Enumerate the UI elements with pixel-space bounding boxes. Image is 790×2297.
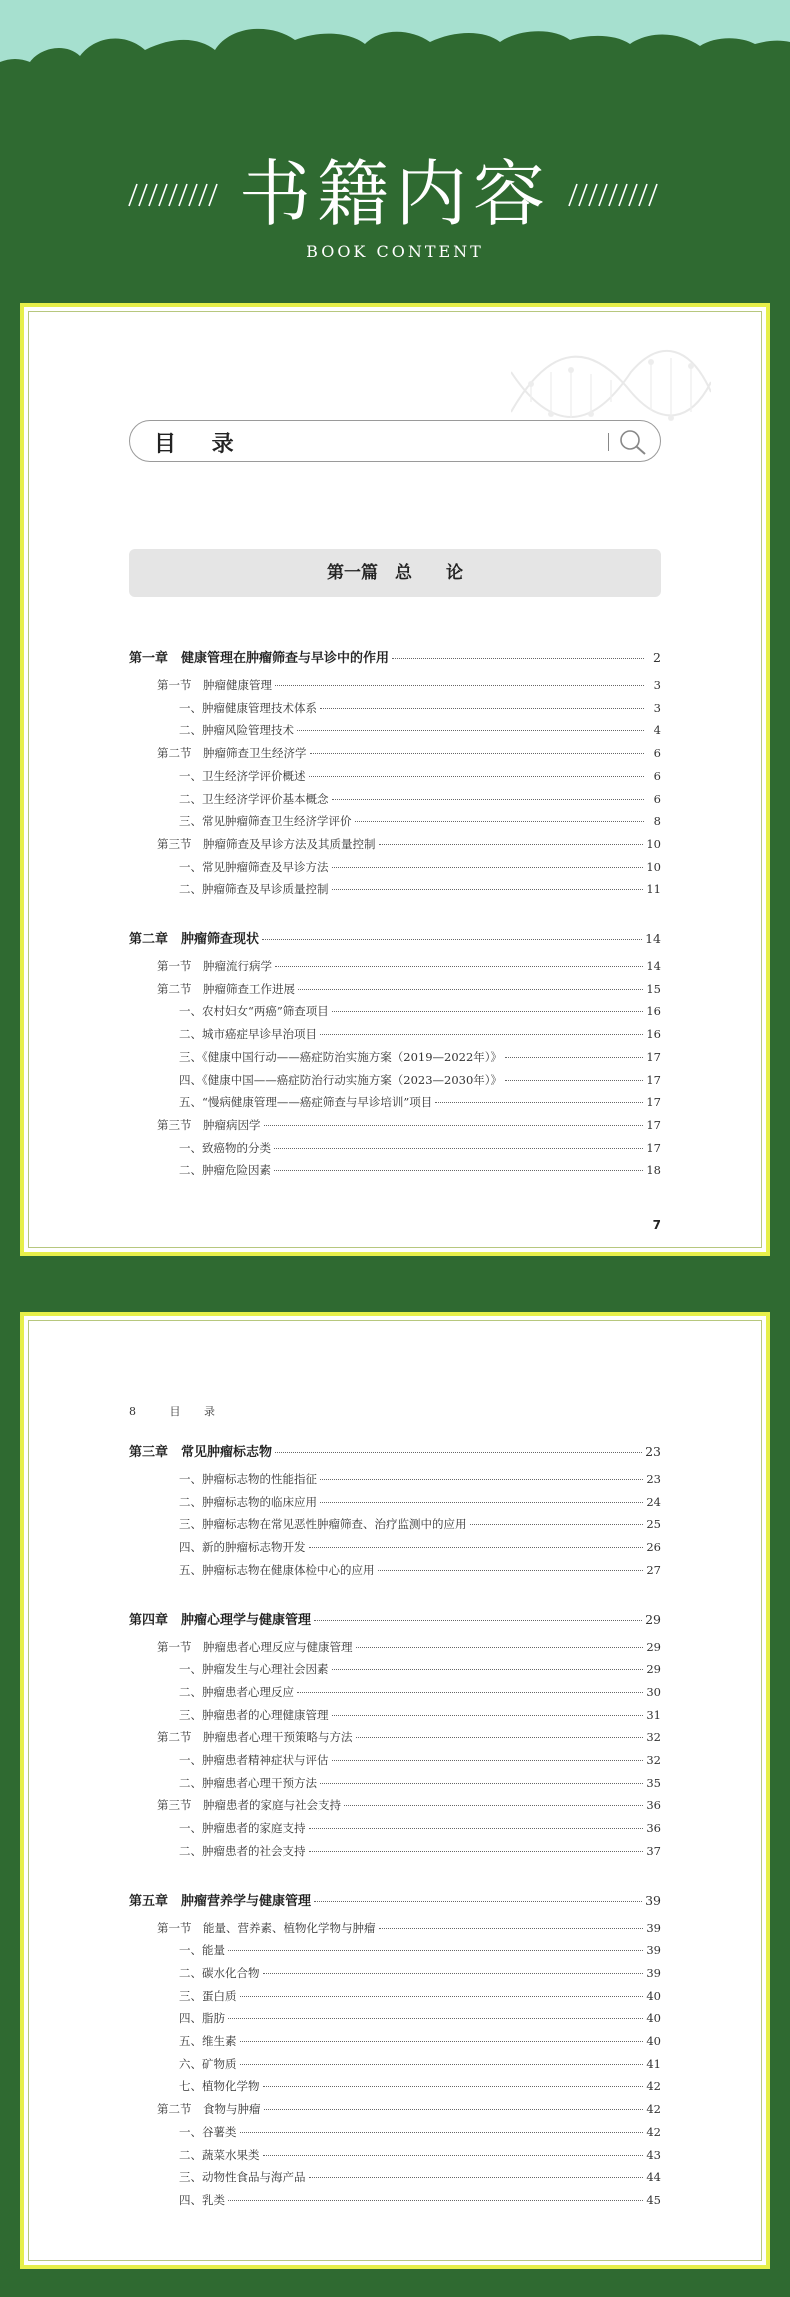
running-head-title: 目 录 — [169, 1405, 225, 1418]
toc-entry-label: 第一章 健康管理在肿瘤筛查与早诊中的作用 — [129, 651, 390, 666]
toc-section[interactable] — [157, 745, 661, 765]
toc-entry-page: 16 — [646, 1027, 661, 1042]
toc-section[interactable] — [157, 1117, 661, 1137]
toc-entry-label: 第五章 肿瘤营养学与健康管理 — [129, 1893, 312, 1909]
toc-item[interactable] — [179, 2010, 661, 2030]
toc-entry-label: 三、常见肿瘤筛查卫生经济学评价 — [179, 814, 352, 829]
leader-dots — [356, 1737, 644, 1738]
leader-dots — [320, 1479, 643, 1480]
leader-dots — [332, 799, 645, 800]
toc-page-1-inner — [28, 311, 762, 1248]
leader-dots — [240, 2064, 644, 2065]
toc-entry-label: 七、植物化学物 — [179, 2079, 260, 2094]
toc-item[interactable] — [179, 2169, 661, 2189]
toc-entry-page: 35 — [646, 1775, 661, 1790]
leader-dots — [228, 2200, 643, 2201]
toc-entry-page: 17 — [646, 1049, 661, 1064]
toc-entry-label: 第三节 肿瘤患者的家庭与社会支持 — [157, 1798, 341, 1813]
toc-entry-label: 三、肿瘤患者的心理健康管理 — [179, 1707, 329, 1722]
leader-dots — [274, 1170, 643, 1171]
leader-dots — [378, 1570, 644, 1571]
toc-entry-page: 29 — [646, 1662, 661, 1677]
toc-entry-page: 17 — [646, 1140, 661, 1155]
toc-entry-label: 二、肿瘤危险因素 — [179, 1163, 271, 1178]
leader-dots — [505, 1057, 643, 1058]
toc-item[interactable] — [179, 722, 661, 742]
toc-entry-page: 11 — [646, 882, 661, 897]
toc-entry-label: 第三章 常见肿瘤标志物 — [129, 1445, 273, 1460]
toc-item[interactable] — [179, 1049, 661, 1069]
toc-entry-page: 39 — [646, 1943, 661, 1958]
leader-dots — [309, 2177, 644, 2178]
leader-dots — [240, 1996, 644, 1997]
toc-entry-label: 二、碳水化合物 — [179, 1965, 260, 1980]
toc-section[interactable] — [157, 1639, 661, 1659]
toc-entry-label: 第二节 肿瘤筛查工作进展 — [157, 981, 295, 996]
toc-chapter[interactable] — [129, 647, 661, 667]
leader-dots — [263, 2086, 644, 2087]
toc-entry-page: 3 — [653, 678, 661, 692]
toc-entry-page: 39 — [646, 1920, 661, 1935]
toc-item[interactable] — [179, 813, 661, 833]
toc-item[interactable] — [179, 1775, 661, 1795]
toc-entry-label: 一、肿瘤发生与心理社会因素 — [179, 1662, 329, 1677]
leader-dots — [298, 989, 643, 990]
toc-entry-page: 42 — [646, 2079, 661, 2094]
toc-item[interactable] — [179, 1516, 661, 1536]
leader-dots — [344, 1805, 643, 1806]
toc-entry-label: 二、肿瘤患者的社会支持 — [179, 1843, 306, 1858]
toc-item[interactable] — [179, 1942, 661, 1962]
toc-entry-page: 17 — [646, 1117, 661, 1132]
toc-entry-page: 36 — [646, 1798, 661, 1813]
toc-entry-label: 一、常见肿瘤筛查及早诊方法 — [179, 859, 329, 874]
leader-dots — [297, 1692, 643, 1693]
toc-entry-page: 40 — [646, 2011, 661, 2026]
toc-item[interactable] — [179, 1026, 661, 1046]
toc-entry-page: 10 — [646, 859, 661, 874]
toc-entry-label: 一、能量 — [179, 1943, 225, 1958]
toc-section[interactable] — [157, 1797, 661, 1817]
toc-chapter[interactable] — [129, 1441, 661, 1461]
leader-dots — [310, 753, 645, 754]
toc-entry-page: 32 — [646, 1753, 661, 1767]
toc-item[interactable] — [179, 881, 661, 901]
leader-dots — [309, 1851, 644, 1852]
toc-entry-label: 第二节 食物与肿瘤 — [157, 2102, 261, 2117]
toc-entry-label: 第三节 肿瘤筛查及早诊方法及其质量控制 — [157, 836, 376, 851]
leader-dots — [314, 1901, 642, 1902]
toc-entry-page: 41 — [646, 2056, 661, 2071]
leader-dots — [263, 2155, 644, 2156]
toc-item[interactable] — [179, 1562, 661, 1582]
toc-item[interactable] — [179, 1539, 661, 1559]
leader-dots — [320, 1783, 643, 1784]
leader-dots — [275, 685, 644, 686]
leader-dots — [240, 2132, 644, 2133]
toc-entry-label: 二、城市癌症早诊早治项目 — [179, 1027, 317, 1042]
toc-entry-label: 一、卫生经济学评价概述 — [179, 768, 306, 783]
toc-entry-page: 17 — [646, 1095, 661, 1110]
section-header — [0, 150, 790, 270]
toc-section[interactable] — [157, 1920, 661, 1940]
toc-entry-label: 四、乳类 — [179, 2192, 225, 2207]
toc-item[interactable] — [179, 859, 661, 879]
toc-entry-label: 一、农村妇女“两癌”筛查项目 — [179, 1004, 329, 1019]
toc-entry-page: 40 — [646, 2034, 661, 2048]
toc-entry-label: 四、《健康中国——癌症防治行动实施方案（2023—2030年）》 — [179, 1072, 503, 1087]
toc-entry-page: 17 — [646, 1072, 661, 1087]
toc-section[interactable] — [157, 836, 661, 856]
toc-entry-page: 18 — [646, 1163, 661, 1178]
toc-entry-label: 二、肿瘤标志物的临床应用 — [179, 1494, 317, 1509]
toc-entry-label: 三、《健康中国行动——癌症防治实施方案（2019—2022年）》 — [179, 1049, 503, 1064]
toc-entry-page: 4 — [653, 723, 661, 738]
toc-list-1 — [129, 312, 687, 1248]
top-wave-band — [0, 0, 790, 80]
leader-dots — [309, 1547, 644, 1548]
toc-entry-label: 四、脂肪 — [179, 2011, 225, 2026]
toc-item[interactable] — [179, 1843, 661, 1863]
toc-item[interactable] — [179, 791, 661, 811]
toc-item[interactable] — [179, 1965, 661, 1985]
toc-entry-label: 二、肿瘤患者心理干预方法 — [179, 1775, 317, 1790]
toc-entry-page: 23 — [646, 1472, 661, 1486]
toc-entry-page: 14 — [645, 931, 661, 946]
toc-entry-page: 23 — [645, 1444, 661, 1459]
toc-entry-page: 27 — [646, 1562, 661, 1577]
toc-item[interactable] — [179, 1094, 661, 1114]
toc-entry-page: 2 — [653, 650, 661, 665]
leader-dots — [379, 844, 644, 845]
toc-entry-page: 8 — [653, 814, 661, 829]
toc-item[interactable] — [179, 1661, 661, 1681]
toc-item[interactable] — [179, 1072, 661, 1092]
toc-entry-label: 第一节 肿瘤患者心理反应与健康管理 — [157, 1639, 353, 1654]
toc-entry-label: 二、肿瘤患者心理反应 — [179, 1684, 294, 1699]
toc-entry-label: 二、肿瘤风险管理技术 — [179, 723, 294, 738]
leader-dots — [275, 1452, 642, 1453]
toc-title: 目 录 — [154, 432, 248, 457]
toc-item[interactable] — [179, 768, 661, 788]
toc-entry-label: 六、矿物质 — [179, 2056, 237, 2071]
toc-item[interactable] — [179, 1707, 661, 1727]
leader-dots — [240, 2041, 644, 2042]
toc-entry-page: 6 — [653, 768, 661, 783]
toc-item[interactable] — [179, 2078, 661, 2098]
toc-chapter[interactable] — [129, 1890, 661, 1910]
toc-page-2 — [20, 1312, 770, 2269]
toc-entry-label: 二、蔬菜水果类 — [179, 2147, 260, 2162]
leader-dots — [355, 821, 645, 822]
leader-dots — [470, 1524, 644, 1525]
toc-item[interactable] — [179, 2147, 661, 2167]
toc-entry-page: 39 — [646, 1965, 661, 1980]
toc-entry-label: 第一节 肿瘤流行病学 — [157, 959, 272, 973]
toc-entry-page: 39 — [645, 1892, 661, 1908]
toc-entry-label: 一、肿瘤患者的家庭支持 — [179, 1821, 306, 1836]
toc-entry-label: 一、肿瘤患者精神症状与评估 — [179, 1753, 329, 1767]
toc-item[interactable] — [179, 1471, 661, 1491]
part-title: 第一篇 总 论 — [327, 563, 463, 583]
leader-dots — [264, 2109, 644, 2110]
toc-section[interactable] — [157, 2101, 661, 2121]
toc-entry-page: 29 — [645, 1611, 661, 1627]
toc-item[interactable] — [179, 1140, 661, 1160]
toc-entry-page: 30 — [646, 1684, 661, 1699]
toc-entry-page: 45 — [646, 2192, 661, 2207]
toc-entry-label: 第三节 肿瘤病因学 — [157, 1117, 261, 1132]
toc-entry-label: 一、致癌物的分类 — [179, 1140, 271, 1155]
toc-entry-label: 第一节 肿瘤健康管理 — [157, 678, 272, 692]
toc-item[interactable] — [179, 2033, 661, 2053]
toc-entry-page: 15 — [646, 981, 661, 996]
leader-dots — [379, 1928, 644, 1929]
toc-entry-label: 一、肿瘤健康管理技术体系 — [179, 700, 317, 715]
toc-list-2 — [129, 1321, 687, 2261]
leader-dots — [263, 1973, 644, 1974]
toc-item[interactable] — [179, 1820, 661, 1840]
toc-entry-page: 42 — [646, 2102, 661, 2117]
toc-entry-label: 一、肿瘤标志物的性能指征 — [179, 1472, 317, 1486]
toc-item[interactable] — [179, 1988, 661, 2008]
leader-dots — [309, 776, 645, 777]
toc-entry-page: 24 — [646, 1494, 661, 1509]
page-number: 7 — [652, 1218, 661, 1232]
leader-dots — [505, 1080, 643, 1081]
toc-chapter[interactable] — [129, 1609, 661, 1629]
leader-dots — [332, 1669, 644, 1670]
leader-dots — [297, 730, 644, 731]
toc-entry-label: 二、肿瘤筛查及早诊质量控制 — [179, 882, 329, 897]
toc-entry-label: 第四章 肿瘤心理学与健康管理 — [129, 1612, 312, 1628]
running-head-page: 8 — [129, 1405, 136, 1418]
leader-dots — [320, 1034, 643, 1035]
leader-dots — [332, 889, 644, 890]
toc-entry-page: 44 — [646, 2170, 661, 2185]
toc-entry-label: 三、肿瘤标志物在常见恶性肿瘤筛查、治疗监测中的应用 — [179, 1517, 467, 1532]
leader-dots — [320, 708, 644, 709]
toc-entry-label: 第二节 肿瘤患者心理干预策略与方法 — [157, 1730, 353, 1745]
toc-page-1 — [20, 303, 770, 1256]
toc-entry-page: 40 — [646, 1988, 661, 2003]
leader-dots — [314, 1620, 642, 1621]
toc-item[interactable] — [179, 2124, 661, 2144]
toc-entry-page: 14 — [646, 959, 661, 973]
toc-entry-label: 五、肿瘤标志物在健康体检中心的应用 — [179, 1562, 375, 1577]
toc-section[interactable] — [157, 981, 661, 1001]
toc-entry-page: 6 — [653, 746, 661, 761]
leader-dots — [392, 658, 644, 659]
leader-dots — [228, 2018, 643, 2019]
leader-dots — [356, 1647, 644, 1648]
leader-dots — [275, 966, 643, 967]
toc-entry-label: 二、卫生经济学评价基本概念 — [179, 791, 329, 806]
decorative-slashes-right — [565, 180, 660, 210]
toc-entry-page: 37 — [646, 1843, 661, 1858]
toc-item[interactable] — [179, 700, 661, 720]
page-title: 书籍内容 — [238, 152, 551, 236]
leader-dots — [332, 1715, 644, 1716]
toc-item[interactable] — [179, 2056, 661, 2076]
toc-entry-label: 三、动物性食品与海产品 — [179, 2170, 306, 2185]
toc-item[interactable] — [179, 1003, 661, 1023]
toc-entry-label: 一、谷薯类 — [179, 2124, 237, 2139]
toc-entry-label: 五、“慢病健康管理——癌症筛查与早诊培训”项目 — [179, 1095, 433, 1110]
toc-section[interactable] — [157, 677, 661, 697]
toc-entry-page: 43 — [646, 2147, 661, 2162]
toc-item[interactable] — [179, 2192, 661, 2212]
leader-dots — [332, 1760, 644, 1761]
page-subtitle: BOOK CONTENT — [306, 242, 484, 261]
toc-section[interactable] — [157, 958, 661, 978]
leader-dots — [435, 1102, 643, 1103]
toc-entry-page: 25 — [646, 1517, 661, 1532]
toc-entry-label: 五、维生素 — [179, 2034, 237, 2048]
toc-page-2-inner — [28, 1320, 762, 2261]
toc-entry-page: 26 — [646, 1540, 661, 1555]
toc-entry-label: 三、蛋白质 — [179, 1988, 237, 2003]
toc-entry-page: 10 — [646, 836, 661, 851]
toc-chapter[interactable] — [129, 928, 661, 948]
toc-entry-label: 四、新的肿瘤标志物开发 — [179, 1540, 306, 1555]
toc-entry-page: 36 — [646, 1821, 661, 1836]
leader-dots — [332, 867, 644, 868]
toc-item[interactable] — [179, 1494, 661, 1514]
toc-entry-page: 16 — [646, 1004, 661, 1019]
toc-item[interactable] — [179, 1684, 661, 1704]
leader-dots — [309, 1828, 644, 1829]
toc-entry-page: 32 — [646, 1730, 661, 1745]
toc-item[interactable] — [179, 1752, 661, 1772]
toc-section[interactable] — [157, 1729, 661, 1749]
leader-dots — [262, 939, 642, 940]
leader-dots — [320, 1502, 643, 1503]
toc-entry-label: 第二章 肿瘤筛查现状 — [129, 932, 260, 947]
toc-entry-page: 31 — [646, 1707, 661, 1722]
leader-dots — [264, 1125, 644, 1126]
leader-dots — [228, 1950, 643, 1951]
toc-entry-page: 6 — [653, 791, 661, 806]
toc-entry-page: 3 — [653, 700, 661, 715]
leader-dots — [332, 1011, 644, 1012]
toc-entry-page: 29 — [646, 1639, 661, 1654]
leader-dots — [274, 1148, 643, 1149]
toc-entry-page: 42 — [646, 2124, 661, 2139]
toc-entry-label: 第二节 肿瘤筛查卫生经济学 — [157, 746, 307, 761]
toc-entry-label: 第一节 能量、营养素、植物化学物与肿瘤 — [157, 1920, 376, 1935]
toc-item[interactable] — [179, 1162, 661, 1182]
